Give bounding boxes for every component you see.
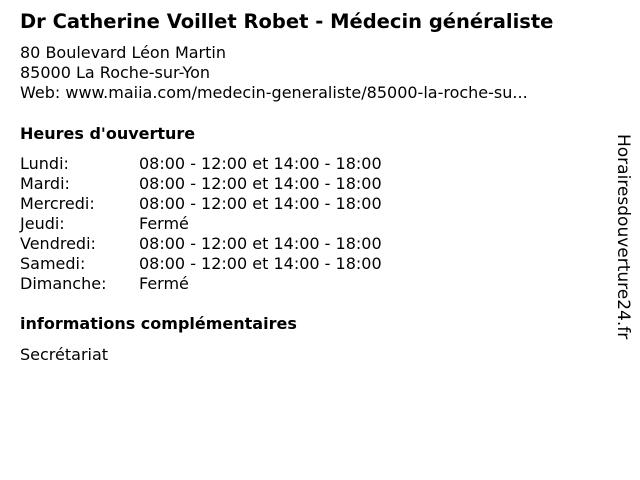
day-hours: 08:00 - 12:00 et 14:00 - 18:00 [139, 174, 382, 193]
info-heading: informations complémentaires [20, 314, 297, 333]
day-label: Lundi: [20, 154, 69, 173]
address-block [20, 43, 528, 103]
page-title: Dr Catherine Voillet Robet - Médecin généraliste [20, 10, 554, 33]
address-web-link[interactable]: Web: www.maiia.com/medecin-generaliste/85000-la-roche-su... [20, 83, 528, 102]
day-label: Dimanche: [20, 274, 107, 293]
day-label: Jeudi: [20, 214, 65, 233]
day-hours: 08:00 - 12:00 et 14:00 - 18:00 [139, 194, 382, 213]
address-city: 85000 La Roche-sur-Yon [20, 63, 211, 82]
day-label: Mardi: [20, 174, 70, 193]
day-label: Samedi: [20, 254, 86, 273]
day-hours: 08:00 - 12:00 et 14:00 - 18:00 [139, 234, 382, 253]
site-watermark: Horairesdouverture24.fr [613, 134, 633, 340]
address-street: 80 Boulevard Léon Martin [20, 43, 226, 62]
day-label: Mercredi: [20, 194, 95, 213]
info-text: Secrétariat [20, 345, 109, 364]
hours-heading: Heures d'ouverture [20, 124, 196, 143]
day-hours: Fermé [139, 214, 189, 233]
day-hours: 08:00 - 12:00 et 14:00 - 18:00 [139, 154, 382, 173]
day-hours: Fermé [139, 274, 189, 293]
day-hours: 08:00 - 12:00 et 14:00 - 18:00 [139, 254, 382, 273]
day-label: Vendredi: [20, 234, 96, 253]
